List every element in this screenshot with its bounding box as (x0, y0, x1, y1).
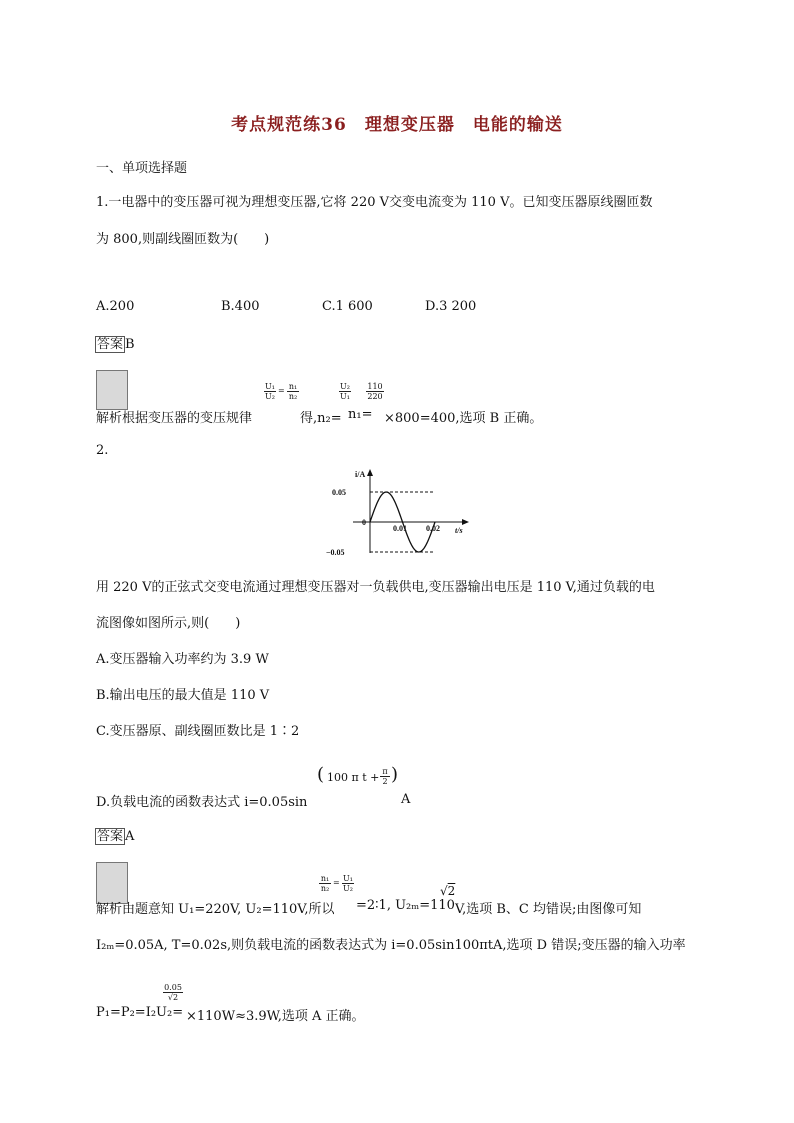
analysis-label: 解析 (96, 902, 123, 917)
answer-value: B (125, 337, 135, 352)
q1-option-d: D.3 200 (425, 299, 477, 314)
frac-u1-u2 (342, 874, 354, 893)
q1-option-a: A.200 (96, 299, 135, 314)
analysis-text-4: ×800=400,选项 B 正确。 (384, 411, 543, 426)
optd-expr: 100 π t + (327, 771, 380, 784)
analysis-text: 由题意知 U₁=220V, U₂=110V,所以 (122, 902, 335, 917)
answer-label: 答案 (97, 337, 124, 352)
analysis-text-3: n₁= (348, 407, 373, 422)
frac-den: n₂ (288, 392, 298, 401)
section-heading: 一、单项选择题 (96, 161, 188, 176)
q1-answer (95, 333, 135, 352)
frac-num: 110 (367, 382, 383, 391)
q2-answer (95, 825, 134, 844)
origin-label: 0 (362, 518, 366, 527)
frac-num: n₁ (288, 382, 298, 391)
analysis-text-1: 根据变压器的变压规律 (122, 411, 253, 426)
frac-n1-n2 (287, 382, 299, 401)
y-axis-arrow (367, 469, 373, 476)
x-tick-2: 0.02 (426, 524, 440, 533)
analysis-text-post: V,选项 B、C 均错误;由图像可知 (455, 902, 642, 917)
q1-stem-line1: 1.一电器中的变压器可视为理想变压器,它将 220 V交变电流变为 110 V。已知变压器原线圈匝数 (96, 195, 653, 210)
frac-num: 0.05 (164, 983, 182, 992)
frac-num: U₁ (265, 382, 275, 391)
q2-stem-line1: 用 220 V的正弦式交变电流通过理想变压器对一负载供电,变压器输出电压是 110 V,通过负载的电 (96, 580, 655, 595)
sqrt2: √2 (440, 884, 456, 898)
q1-option-c: C.1 600 (322, 299, 373, 314)
x-axis-arrow (462, 519, 469, 525)
frac-num: n₁ (320, 874, 330, 883)
frac-n1-n2 (319, 874, 331, 893)
frac-pi-2 (380, 767, 390, 786)
frac-num: π (382, 767, 388, 776)
q2-analysis-line3-post: ×110W≈3.9W,选项 A 正确。 (186, 1009, 365, 1024)
q2-analysis-line2: I₂ₘ=0.05A, T=0.02s,则负载电流的函数表达式为 i=0.05sin100πtA,选项 D 错误;变压器的输入功率 (96, 938, 686, 953)
frac-num: U₂ (340, 382, 350, 391)
frac-den: √2 (163, 992, 183, 1002)
paren-open: ( (317, 764, 325, 785)
paren-close: ) (391, 764, 399, 785)
y-tick-pos: 0.05 (332, 488, 346, 497)
q2-option-d: D.负载电流的函数表达式 i=0.05sin (96, 795, 308, 810)
q1-option-b: B.400 (221, 299, 260, 314)
q2-stem-line2: 流图像如图所示,则( ) (96, 616, 241, 631)
y-tick-neg: −0.05 (326, 548, 345, 557)
equals-sign: = (333, 878, 340, 887)
y-axis-label: i/A (355, 470, 366, 479)
q1-analysis (96, 407, 252, 426)
x-axis-label: t/s (455, 526, 463, 535)
page-title: 考点规范练36 理想变压器 电能的输送 (231, 115, 563, 135)
frac-005-sqrt2 (163, 983, 183, 1002)
frac-110-220 (366, 382, 384, 401)
answer-label: 答案 (97, 829, 124, 844)
optd-unit: A (401, 792, 411, 807)
frac-den: U₂ (265, 392, 275, 401)
analysis-text-2: 得,n₂= (300, 411, 342, 426)
analysis-label: 解析 (96, 411, 123, 426)
frac-den: n₂ (320, 884, 330, 893)
q2-analysis-line3-pre: P₁=P₂=I₂U₂= (96, 1005, 184, 1020)
frac-u2-u1 (339, 382, 351, 401)
frac-den: U₁ (340, 392, 350, 401)
q2-option-a: A.变压器输入功率约为 3.9 W (96, 652, 269, 667)
analysis-tab-marker (96, 370, 128, 410)
current-graph (315, 465, 475, 560)
q1-stem-line2: 为 800,则副线圈匝数为( ) (96, 232, 270, 247)
q2-option-c: C.变压器原、副线圈匝数比是 1∶2 (96, 724, 300, 739)
q2-option-b: B.输出电压的最大值是 110 V (96, 688, 270, 703)
frac-u1-u2 (264, 382, 276, 401)
equals-sign: = (278, 386, 285, 395)
frac-num: U₁ (343, 874, 353, 883)
q2-analysis-line1 (96, 898, 335, 917)
q2-number: 2. (96, 443, 109, 458)
frac-den: 2 (380, 776, 390, 786)
x-tick-1: 0.01 (393, 524, 407, 533)
answer-value: A (125, 829, 135, 844)
sqrt-radicand: 2 (447, 884, 456, 898)
frac-den: U₂ (343, 884, 353, 893)
frac-den: 220 (367, 392, 383, 401)
analysis-text-mid: =2∶1, U₂ₘ=110 (356, 898, 455, 913)
